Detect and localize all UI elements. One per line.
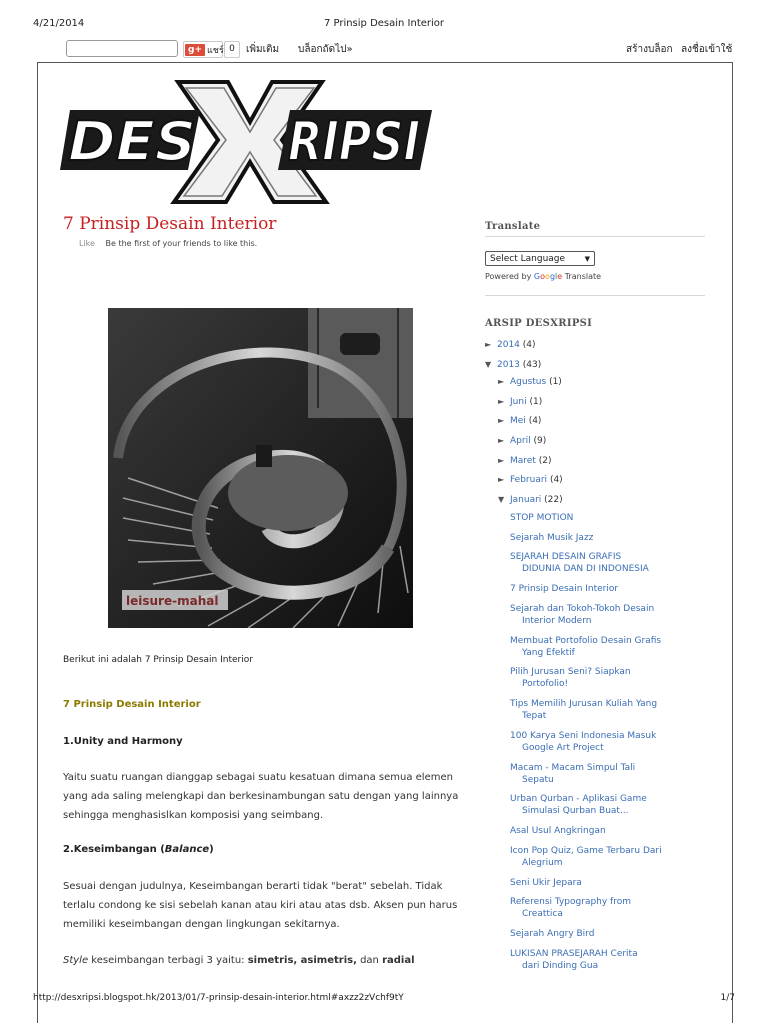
blog-logo[interactable] xyxy=(60,80,435,205)
spiral-staircase-photo xyxy=(108,308,413,628)
collapse-arrow-icon[interactable]: ▼ xyxy=(485,360,492,369)
archive-count: (2) xyxy=(538,456,552,466)
gplus-share-button[interactable] xyxy=(183,41,223,58)
balance-heading-suffix: ) xyxy=(209,844,214,855)
desxripsi-logo-graphic xyxy=(60,80,435,205)
archive-count: (4) xyxy=(528,416,542,426)
archive-post-link[interactable]: Macam - Macam Simpul Tali Sepatu xyxy=(510,763,636,785)
section-heading-unity: 1.Unity and Harmony xyxy=(63,736,183,747)
gplus-share-label: แชร์ xyxy=(206,45,224,56)
archive-month-label[interactable]: Mei xyxy=(510,416,526,426)
navbar-search-input[interactable] xyxy=(66,40,178,57)
archive-count: (4) xyxy=(549,475,563,485)
style-word: Style xyxy=(63,955,89,966)
expand-arrow-icon[interactable]: ► xyxy=(485,340,492,349)
archive-month-label[interactable]: Januari xyxy=(510,495,542,505)
select-language-dropdown[interactable] xyxy=(485,251,595,266)
archive-year-label[interactable]: 2013 xyxy=(497,360,520,370)
divider xyxy=(485,236,705,237)
translate-word: Translate xyxy=(564,272,602,281)
gplus-icon: g+ xyxy=(185,44,205,56)
expand-arrow-icon[interactable]: ► xyxy=(498,377,505,386)
archive-post-link[interactable]: Sejarah Angry Bird xyxy=(510,929,595,939)
svg-text:DES: DES xyxy=(68,110,196,173)
archive-month-label[interactable]: Maret xyxy=(510,456,536,466)
archive-count: (1) xyxy=(549,377,562,387)
post-intro: Berikut ini adalah 7 Prinsip Desain Interior xyxy=(63,655,253,665)
section-heading-balance xyxy=(63,844,214,855)
paragraph-balance-style xyxy=(63,951,463,970)
dropdown-arrow-icon: ▼ xyxy=(584,255,590,263)
expand-arrow-icon[interactable]: ► xyxy=(498,397,505,406)
print-page-number: 1/7 xyxy=(720,993,735,1003)
navbar-create-blog-link[interactable]: สร้างบล็อก xyxy=(626,44,673,55)
style-text: keseimbangan terbagi 3 yaitu: xyxy=(88,955,248,966)
navbar-more-link[interactable]: เพิ่มเติม xyxy=(246,44,280,55)
powered-by-google-translate[interactable] xyxy=(485,272,601,281)
archive-month-label[interactable]: Agustus xyxy=(510,377,547,387)
archive-post-link[interactable]: Asal Usul Angkringan xyxy=(510,826,606,836)
print-url: http://desxripsi.blogspot.hk/2013/01/7-prinsip-desain-interior.html#axzz2zVchf9tY xyxy=(33,993,404,1003)
like-text: Be the first of your friends to like this. xyxy=(105,239,258,248)
svg-text:RIPSI: RIPSI xyxy=(288,110,420,173)
archive-year-2014[interactable] xyxy=(485,340,536,350)
archive-post-link[interactable]: Urban Qurban - Aplikasi Game Simulasi Qurban Buat... xyxy=(510,794,647,816)
archive-post-link[interactable]: SEJARAH DESAIN GRAFIS DIDUNIA DAN DI INDONESIA xyxy=(510,552,649,574)
balance-heading-prefix: 2.Keseimbangan ( xyxy=(63,844,165,855)
style-bold-2: radial xyxy=(382,955,415,966)
like-button[interactable]: Like xyxy=(79,239,95,248)
print-title: 7 Prinsip Desain Interior xyxy=(323,18,445,29)
archive-count: (22) xyxy=(544,495,563,505)
expand-arrow-icon[interactable]: ► xyxy=(498,416,505,425)
translate-widget-title: Translate xyxy=(485,221,541,232)
archive-month-mei[interactable] xyxy=(498,416,541,426)
style-and: dan xyxy=(356,955,383,966)
navbar-sign-in-link[interactable]: ลงชื่อเข้าใช้ xyxy=(681,44,733,55)
gplus-count: 0 xyxy=(224,41,240,58)
archive-month-maret[interactable] xyxy=(498,456,551,466)
divider xyxy=(485,295,705,296)
archive-post-link[interactable]: LUKISAN PRASEJARAH Cerita dari Dinding Gua xyxy=(510,949,638,971)
archive-year-label[interactable]: 2014 xyxy=(497,340,520,350)
select-language-value: Select Language xyxy=(490,254,566,264)
archive-post-link[interactable]: 7 Prinsip Desain Interior xyxy=(510,584,619,594)
post-title[interactable]: 7 Prinsip Desain Interior xyxy=(63,214,277,234)
archive-post-link[interactable]: Seni Ukir Jepara xyxy=(510,878,582,888)
archive-post-link[interactable]: Membuat Portofolio Desain Grafis Yang Efektif xyxy=(510,636,662,658)
archive-count: (9) xyxy=(533,436,547,446)
archive-count: (1) xyxy=(529,397,543,407)
expand-arrow-icon[interactable]: ► xyxy=(498,475,505,484)
archive-month-agustus[interactable] xyxy=(498,377,562,387)
paragraph-balance: Sesuai dengan judulnya, Keseimbangan berarti tidak "berat" sebelah. Tidak terlalu condong ke sisi sebelah kanan atau kiri atau atas dsb. Aksen pun harus memiliki keseimbangan dengan lingkungan sekitarnya. xyxy=(63,881,458,930)
archive-post-link[interactable]: Icon Pop Quiz, Game Terbaru Dari Alegrium xyxy=(510,846,662,868)
navbar-next-blog-link[interactable]: บล็อกถัดไป» xyxy=(298,44,353,55)
archive-post-link[interactable]: Tips Memilih Jurusan Kuliah Yang Tepat xyxy=(510,699,658,721)
print-date: 4/21/2014 xyxy=(33,18,85,29)
archive-year-2013[interactable] xyxy=(485,360,541,370)
archive-post-link[interactable]: Pilih Jurusan Seni? Siapkan Portofolio! xyxy=(510,667,631,689)
expand-arrow-icon[interactable]: ► xyxy=(498,456,505,465)
archive-month-juni[interactable] xyxy=(498,397,542,407)
archive-month-label[interactable]: Februari xyxy=(510,475,548,485)
post-image-spiral-staircase xyxy=(108,308,413,628)
archive-post-link[interactable]: Referensi Typography from Creattica xyxy=(510,897,632,919)
archive-count: (4) xyxy=(522,340,536,350)
archive-month-januari[interactable] xyxy=(498,495,563,505)
style-bold-1: simetris, asimetris, xyxy=(247,955,357,966)
archive-post-link[interactable]: STOP MOTION xyxy=(510,513,574,523)
archive-count: (43) xyxy=(522,360,542,370)
balance-heading-italic: Balance xyxy=(164,844,210,855)
paragraph-unity: Yaitu suatu ruangan dianggap sebagai suatu kesatuan dimana semua elemen yang ada saling melengkapi dan berkesinambungan satu dengan yang lainnya sehingga menghasislkan komposisi yang seimbang. xyxy=(63,772,459,821)
archive-month-label[interactable]: April xyxy=(510,436,531,446)
archive-post-link[interactable]: Sejarah dan Tokoh-Tokoh Desain Interior Modern xyxy=(510,604,655,626)
expand-arrow-icon[interactable]: ► xyxy=(498,436,505,445)
archive-post-link[interactable]: 100 Karya Seni Indonesia Masuk Google Art Project xyxy=(510,731,657,753)
google-wordmark: Google xyxy=(533,272,563,281)
powered-by-label: Powered by xyxy=(485,272,532,281)
archive-month-label[interactable]: Juni xyxy=(510,397,527,407)
collapse-arrow-icon[interactable]: ▼ xyxy=(498,495,505,504)
archive-widget-title: ARSIP DESXRIPSI xyxy=(485,318,593,329)
archive-month-februari[interactable] xyxy=(498,475,563,485)
archive-month-april[interactable] xyxy=(498,436,546,446)
archive-post-link[interactable]: Sejarah Musik Jazz xyxy=(510,533,594,543)
facebook-like-row xyxy=(79,239,257,248)
photo-watermark: leisure-mahal xyxy=(126,594,219,608)
post-subheading: 7 Prinsip Desain Interior xyxy=(63,699,201,710)
